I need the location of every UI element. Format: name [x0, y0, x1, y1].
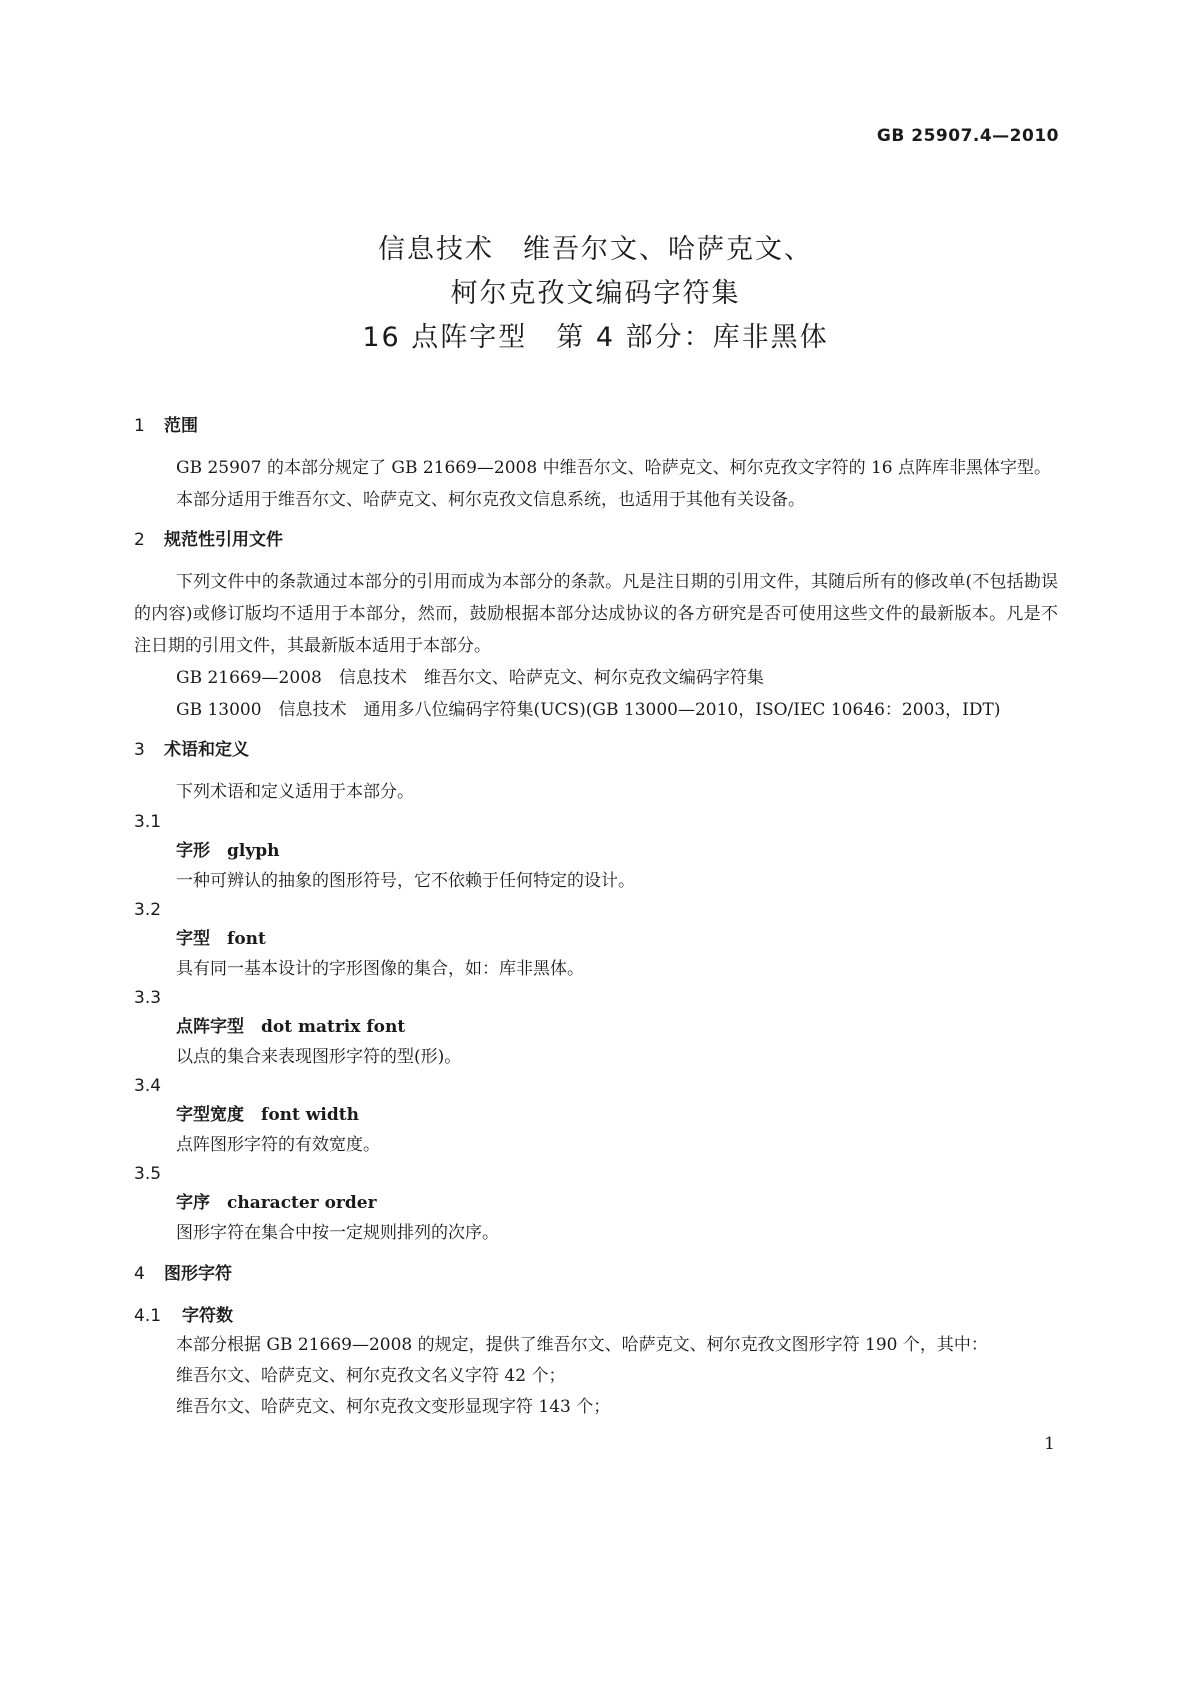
term-definition: 一种可辨认的抽象的图形符号，它不依赖于任何特定的设计。	[176, 871, 635, 891]
page-number: 1	[1044, 1434, 1055, 1454]
title-line-2: 柯尔克孜文编码字符集	[450, 278, 741, 309]
title-line-1: 信息技术 维吾尔文、哈萨克文、	[378, 234, 813, 265]
section-title: 范围	[164, 416, 198, 436]
paragraph: 下列术语和定义适用于本部分。	[176, 782, 414, 802]
standard-code: GB 25907.4—2010	[876, 126, 1059, 146]
reference-item: GB 21669—2008 信息技术 维吾尔文、哈萨克文、柯尔克孜文编码字符集	[176, 668, 764, 688]
paragraph: 本部分适用于维吾尔文、哈萨克文、柯尔克孜文信息系统，也适用于其他有关设备。	[176, 490, 805, 510]
section-number: 3	[134, 740, 145, 760]
section-1-heading	[134, 414, 1058, 438]
subsection-title: 字符数	[182, 1306, 233, 1326]
term-definition: 具有同一基本设计的字形图像的集合，如：库非黑体。	[176, 959, 584, 979]
term-number: 3.4	[134, 1076, 162, 1096]
term-entry	[134, 1072, 1058, 1160]
section-number: 1	[134, 416, 145, 436]
paragraph: 本部分根据 GB 21669—2008 的规定，提供了维吾尔文、哈萨克文、柯尔克孜文图形字符 190 个，其中：	[176, 1335, 988, 1355]
term-definition: 图形字符在集合中按一定规则排列的次序。	[176, 1223, 499, 1243]
reference-item: GB 13000 信息技术 通用多八位编码字符集(UCS)(GB 13000—2010，ISO/IEC 10646：2003，IDT)	[176, 700, 1001, 720]
term-name: 字型宽度 font width	[176, 1105, 359, 1125]
section-number: 4	[134, 1264, 145, 1284]
list-item: 维吾尔文、哈萨克文、柯尔克孜文变形显现字符 143 个；	[176, 1397, 611, 1417]
term-entry	[134, 1160, 1058, 1248]
section-2-heading	[134, 528, 1058, 552]
subsection-4-1-heading	[134, 1302, 1058, 1330]
section-4-heading	[134, 1262, 1058, 1286]
term-number: 3.2	[134, 900, 162, 920]
term-number: 3.1	[134, 812, 162, 832]
term-definition: 点阵图形字符的有效宽度。	[176, 1135, 380, 1155]
subsection-number: 4.1	[134, 1306, 162, 1326]
term-number: 3.3	[134, 988, 162, 1008]
title-line-3: 16 点阵字型 第 4 部分：库非黑体	[362, 322, 829, 353]
term-name: 字型 font	[176, 929, 266, 949]
section-title: 图形字符	[164, 1264, 232, 1284]
term-entry	[134, 808, 1058, 896]
term-name: 点阵字型 dot matrix font	[176, 1017, 406, 1037]
term-entry	[134, 896, 1058, 984]
term-name: 字形 glyph	[176, 841, 280, 861]
document-title	[0, 228, 1191, 360]
document-body	[134, 414, 1058, 1423]
term-entry	[134, 984, 1058, 1072]
section-title: 术语和定义	[164, 740, 249, 760]
paragraph: 下列文件中的条款通过本部分的引用而成为本部分的条款。凡是注日期的引用文件，其随后所有的修改单(不包括勘误的内容)或修订版均不适用于本部分，然而，鼓励根据本部分达成协议的各方研究是否可使用这些文件的最新版本。凡是不注日期的引用文件，其最新版本适用于本部分。	[134, 572, 1058, 656]
term-name: 字序 character order	[176, 1193, 377, 1213]
list-item: 维吾尔文、哈萨克文、柯尔克孜文名义字符 42 个；	[176, 1366, 566, 1386]
term-number: 3.5	[134, 1164, 162, 1184]
paragraph: GB 25907 的本部分规定了 GB 21669—2008 中维吾尔文、哈萨克文、柯尔克孜文字符的 16 点阵库非黑体字型。	[176, 458, 1052, 478]
section-3-heading	[134, 738, 1058, 762]
term-definition: 以点的集合来表现图形字符的型(形)。	[176, 1047, 462, 1067]
section-title: 规范性引用文件	[164, 530, 283, 550]
section-number: 2	[134, 530, 145, 550]
